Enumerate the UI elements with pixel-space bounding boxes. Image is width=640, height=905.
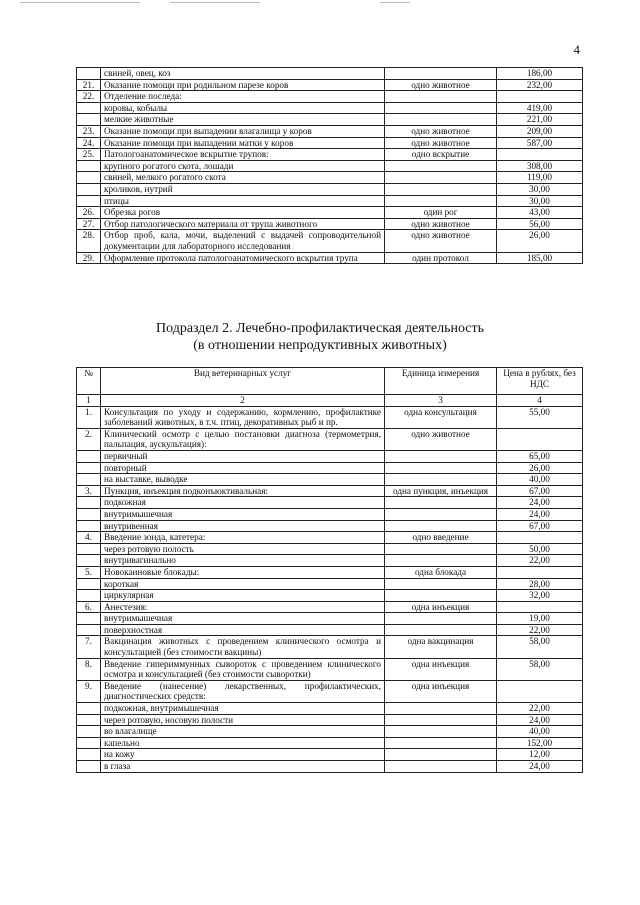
- scan-top-line: [380, 2, 410, 3]
- price-value: 32,00: [497, 590, 583, 602]
- price-value: 56,00: [497, 218, 583, 230]
- table-row: [77, 91, 583, 103]
- price-value: 19,00: [497, 613, 583, 625]
- service-description: через ротовую, носовую полости: [101, 714, 385, 726]
- service-description: Оказание помощи при выпадении влагалища у коров: [101, 125, 385, 137]
- price-value: 55,00: [497, 406, 583, 428]
- service-description: крупного рогатого скота, лошади: [101, 160, 385, 172]
- service-description: в глаза: [101, 761, 385, 773]
- unit-of-measure: [385, 520, 497, 532]
- row-number: [77, 68, 101, 80]
- price-value: [497, 149, 583, 161]
- table-row: [77, 230, 583, 252]
- unit-of-measure: одна инъекция: [385, 601, 497, 613]
- table-row: [77, 726, 583, 738]
- row-number: [77, 613, 101, 625]
- price-value: 58,00: [497, 658, 583, 680]
- service-description: на кожу: [101, 749, 385, 761]
- row-number: [77, 450, 101, 462]
- table-row: [77, 590, 583, 602]
- unit-of-measure: одно животное: [385, 137, 497, 149]
- header-number: №: [77, 368, 101, 395]
- row-number: [77, 114, 101, 126]
- price-value: 24,00: [497, 497, 583, 509]
- unit-of-measure: одно животное: [385, 79, 497, 91]
- row-number: [77, 183, 101, 195]
- subsection-subtitle: (в отношении непродуктивных животных): [193, 338, 447, 353]
- row-number: 23.: [77, 125, 101, 137]
- row-number: [77, 624, 101, 636]
- row-number: [77, 474, 101, 486]
- unit-of-measure: одна инъекция: [385, 658, 497, 680]
- unit-of-measure: одно животное: [385, 125, 497, 137]
- row-number: [77, 195, 101, 207]
- price-value: 186,00: [497, 68, 583, 80]
- table-row: [77, 737, 583, 749]
- unit-of-measure: [385, 91, 497, 103]
- price-value: 40,00: [497, 474, 583, 486]
- table-row: [77, 218, 583, 230]
- unit-of-measure: один рог: [385, 207, 497, 219]
- price-value: 221,00: [497, 114, 583, 126]
- row-number: 9.: [77, 680, 101, 702]
- service-description: коровы, кобылы: [101, 102, 385, 114]
- scan-top-line: [20, 2, 140, 3]
- row-number: 8.: [77, 658, 101, 680]
- unit-of-measure: одна консультация: [385, 406, 497, 428]
- table-row: [77, 624, 583, 636]
- unit-of-measure: [385, 543, 497, 555]
- row-number: 5.: [77, 566, 101, 578]
- table-row: [77, 172, 583, 184]
- table-row: [77, 79, 583, 91]
- table-row: [77, 636, 583, 658]
- unit-of-measure: [385, 749, 497, 761]
- service-description: птицы: [101, 195, 385, 207]
- price-value: 43,00: [497, 207, 583, 219]
- price-value: 24,00: [497, 508, 583, 520]
- row-number: [77, 726, 101, 738]
- column-number: 2: [101, 395, 385, 407]
- row-number: [77, 590, 101, 602]
- unit-of-measure: [385, 703, 497, 715]
- table-row: [77, 68, 583, 80]
- table-row: [77, 137, 583, 149]
- table-row: [77, 160, 583, 172]
- price-value: 24,00: [497, 761, 583, 773]
- row-number: [77, 160, 101, 172]
- table-row: [77, 474, 583, 486]
- header-service-type: Вид ветеринарных услуг: [101, 368, 385, 395]
- unit-of-measure: одно животное: [385, 428, 497, 450]
- table-row: [77, 497, 583, 509]
- table-row: [77, 450, 583, 462]
- row-number: [77, 578, 101, 590]
- unit-of-measure: [385, 624, 497, 636]
- row-number: 1.: [77, 406, 101, 428]
- price-value: 58,00: [497, 636, 583, 658]
- service-description: поверхностная: [101, 624, 385, 636]
- unit-of-measure: одна инъекция: [385, 680, 497, 702]
- unit-of-measure: [385, 474, 497, 486]
- table-row: [77, 749, 583, 761]
- table-body: [77, 406, 583, 772]
- table-body: [77, 68, 583, 264]
- table-row: [77, 114, 583, 126]
- row-number: 7.: [77, 636, 101, 658]
- table-row: [77, 406, 583, 428]
- row-number: 6.: [77, 601, 101, 613]
- header-row: [77, 368, 583, 395]
- price-value: 12,00: [497, 749, 583, 761]
- unit-of-measure: [385, 183, 497, 195]
- service-description: Обрезка рогов: [101, 207, 385, 219]
- price-value: 232,00: [497, 79, 583, 91]
- unit-of-measure: одна вакцинация: [385, 636, 497, 658]
- service-description: циркулярная: [101, 590, 385, 602]
- row-number: [77, 462, 101, 474]
- row-number: [77, 761, 101, 773]
- service-description: на выставке, выводке: [101, 474, 385, 486]
- column-number-row: [77, 395, 583, 407]
- unit-of-measure: [385, 160, 497, 172]
- service-description: свиней, мелкого рогатого скота: [101, 172, 385, 184]
- table-row: [77, 428, 583, 450]
- price-value: 152,00: [497, 737, 583, 749]
- row-number: [77, 703, 101, 715]
- price-value: 22,00: [497, 624, 583, 636]
- table-row: [77, 613, 583, 625]
- table-row: [77, 761, 583, 773]
- table-row: [77, 520, 583, 532]
- service-description: первичный: [101, 450, 385, 462]
- table-row: [77, 149, 583, 161]
- column-number: 1: [77, 395, 101, 407]
- table-row: [77, 102, 583, 114]
- service-description: короткая: [101, 578, 385, 590]
- table-row: [77, 125, 583, 137]
- price-value: [497, 601, 583, 613]
- service-description: Анестезия:: [101, 601, 385, 613]
- service-description: Новокаиновые блокады:: [101, 566, 385, 578]
- table-row: [77, 508, 583, 520]
- service-description: внутримышечная: [101, 508, 385, 520]
- row-number: 24.: [77, 137, 101, 149]
- price-value: [497, 428, 583, 450]
- table-row: [77, 578, 583, 590]
- price-value: 26,00: [497, 462, 583, 474]
- header-price: Цена в рублях, без НДС: [497, 368, 583, 395]
- price-value: [497, 91, 583, 103]
- table-row: [77, 532, 583, 544]
- row-number: 4.: [77, 532, 101, 544]
- table-row: [77, 252, 583, 264]
- row-number: [77, 737, 101, 749]
- table-row: [77, 555, 583, 567]
- unit-of-measure: одно вскрытие: [385, 149, 497, 161]
- table-row: [77, 566, 583, 578]
- price-value: 308,00: [497, 160, 583, 172]
- price-value: 209,00: [497, 125, 583, 137]
- unit-of-measure: одно животное: [385, 218, 497, 230]
- price-value: 30,00: [497, 195, 583, 207]
- service-description: Отделение последа:: [101, 91, 385, 103]
- price-value: 30,00: [497, 183, 583, 195]
- service-description: Отбор патологического материала от трупа животного: [101, 218, 385, 230]
- row-number: [77, 102, 101, 114]
- price-value: 40,00: [497, 726, 583, 738]
- row-number: 22.: [77, 91, 101, 103]
- service-description: Пункция, инъекция подконъюктивальная:: [101, 485, 385, 497]
- unit-of-measure: [385, 172, 497, 184]
- table-row: [77, 680, 583, 702]
- service-description: повторный: [101, 462, 385, 474]
- row-number: [77, 749, 101, 761]
- unit-of-measure: [385, 578, 497, 590]
- table-row: [77, 485, 583, 497]
- row-number: 25.: [77, 149, 101, 161]
- table-row: [77, 183, 583, 195]
- service-description: Патологоанатомическое вскрытие трупов:: [101, 149, 385, 161]
- row-number: [77, 543, 101, 555]
- unit-of-measure: одна пункция, инъекция: [385, 485, 497, 497]
- price-value: 119,00: [497, 172, 583, 184]
- service-description: капельно: [101, 737, 385, 749]
- service-description: Оказание помощи при выпадении матки у коров: [101, 137, 385, 149]
- service-description: подкожная, внутримышечная: [101, 703, 385, 715]
- row-number: [77, 520, 101, 532]
- price-value: [497, 680, 583, 702]
- row-number: 26.: [77, 207, 101, 219]
- service-description: внутривенная: [101, 520, 385, 532]
- price-value: 65,00: [497, 450, 583, 462]
- service-description: Введение (нанесение) лекарственных, профилактических, диагностических средств:: [101, 680, 385, 702]
- services-table-subsection-2: [76, 367, 583, 773]
- table-row: [77, 658, 583, 680]
- price-value: 50,00: [497, 543, 583, 555]
- price-value: 67,00: [497, 520, 583, 532]
- row-number: [77, 508, 101, 520]
- table-row: [77, 601, 583, 613]
- service-description: подкожная: [101, 497, 385, 509]
- unit-of-measure: [385, 761, 497, 773]
- price-value: 185,00: [497, 252, 583, 264]
- price-value: 67,00: [497, 485, 583, 497]
- row-number: 3.: [77, 485, 101, 497]
- row-number: 29.: [77, 252, 101, 264]
- table-row: [77, 543, 583, 555]
- unit-of-measure: один протокол: [385, 252, 497, 264]
- unit-of-measure: [385, 497, 497, 509]
- service-description: Оказание помощи при родильном парезе коров: [101, 79, 385, 91]
- unit-of-measure: [385, 726, 497, 738]
- row-number: 2.: [77, 428, 101, 450]
- subsection-heading: [0, 320, 640, 354]
- table-header: [77, 368, 583, 407]
- unit-of-measure: [385, 590, 497, 602]
- service-description: свиней, овец, коз: [101, 68, 385, 80]
- service-description: Введение зонда, катетера:: [101, 532, 385, 544]
- unit-of-measure: [385, 102, 497, 114]
- price-value: [497, 566, 583, 578]
- service-description: внутривагинально: [101, 555, 385, 567]
- unit-of-measure: одна блокада: [385, 566, 497, 578]
- unit-of-measure: [385, 68, 497, 80]
- service-description: Введение гипериммунных сывороток с проведением клинического осмотра и консультацией (без стоимости сыворотки): [101, 658, 385, 680]
- scan-top-line: [170, 2, 260, 3]
- unit-of-measure: [385, 195, 497, 207]
- row-number: 27.: [77, 218, 101, 230]
- price-value: 26,00: [497, 230, 583, 252]
- table-row: [77, 195, 583, 207]
- unit-of-measure: [385, 613, 497, 625]
- service-description: Клинический осмотр с целью постановки диагноза (термометрия, пальпация, аускультация):: [101, 428, 385, 450]
- unit-of-measure: [385, 555, 497, 567]
- table-row: [77, 207, 583, 219]
- unit-of-measure: одно введение: [385, 532, 497, 544]
- unit-of-measure: [385, 714, 497, 726]
- unit-of-measure: [385, 737, 497, 749]
- unit-of-measure: [385, 462, 497, 474]
- row-number: [77, 497, 101, 509]
- price-value: 24,00: [497, 714, 583, 726]
- price-value: 22,00: [497, 555, 583, 567]
- price-value: [497, 532, 583, 544]
- service-description: Вакцинация животных с проведением клинического осмотра и консультацией (без стоимости вакцины): [101, 636, 385, 658]
- table-row: [77, 714, 583, 726]
- table-row: [77, 462, 583, 474]
- service-description: Отбор проб, кала, мочи, выделений с выдачей сопроводительной документации для лабораторного исследования: [101, 230, 385, 252]
- price-value: 587,00: [497, 137, 583, 149]
- page-number: 4: [573, 42, 580, 57]
- service-description: кроликов, нутрий: [101, 183, 385, 195]
- service-description: Консультация по уходу и содержанию, кормлению, профилактике заболеваний животных, в т.ч. птиц, декоративных рыб и пр.: [101, 406, 385, 428]
- service-description: Оформление протокола патологоанатомического вскрытия трупа: [101, 252, 385, 264]
- row-number: 28.: [77, 230, 101, 252]
- services-table-continued: [76, 67, 583, 264]
- service-description: через ротовую полость: [101, 543, 385, 555]
- price-value: 28,00: [497, 578, 583, 590]
- row-number: [77, 714, 101, 726]
- row-number: [77, 555, 101, 567]
- header-unit: Единица измерения: [385, 368, 497, 395]
- unit-of-measure: [385, 450, 497, 462]
- service-description: внутримышечная: [101, 613, 385, 625]
- column-number: 3: [385, 395, 497, 407]
- service-description: мелкие животные: [101, 114, 385, 126]
- unit-of-measure: [385, 114, 497, 126]
- price-value: 419,00: [497, 102, 583, 114]
- row-number: 21.: [77, 79, 101, 91]
- subsection-title: Подраздел 2. Лечебно-профилактическая деятельность: [155, 321, 485, 336]
- table-row: [77, 703, 583, 715]
- row-number: [77, 172, 101, 184]
- unit-of-measure: одно животное: [385, 230, 497, 252]
- unit-of-measure: [385, 508, 497, 520]
- column-number: 4: [497, 395, 583, 407]
- service-description: во влагалище: [101, 726, 385, 738]
- price-value: 22,00: [497, 703, 583, 715]
